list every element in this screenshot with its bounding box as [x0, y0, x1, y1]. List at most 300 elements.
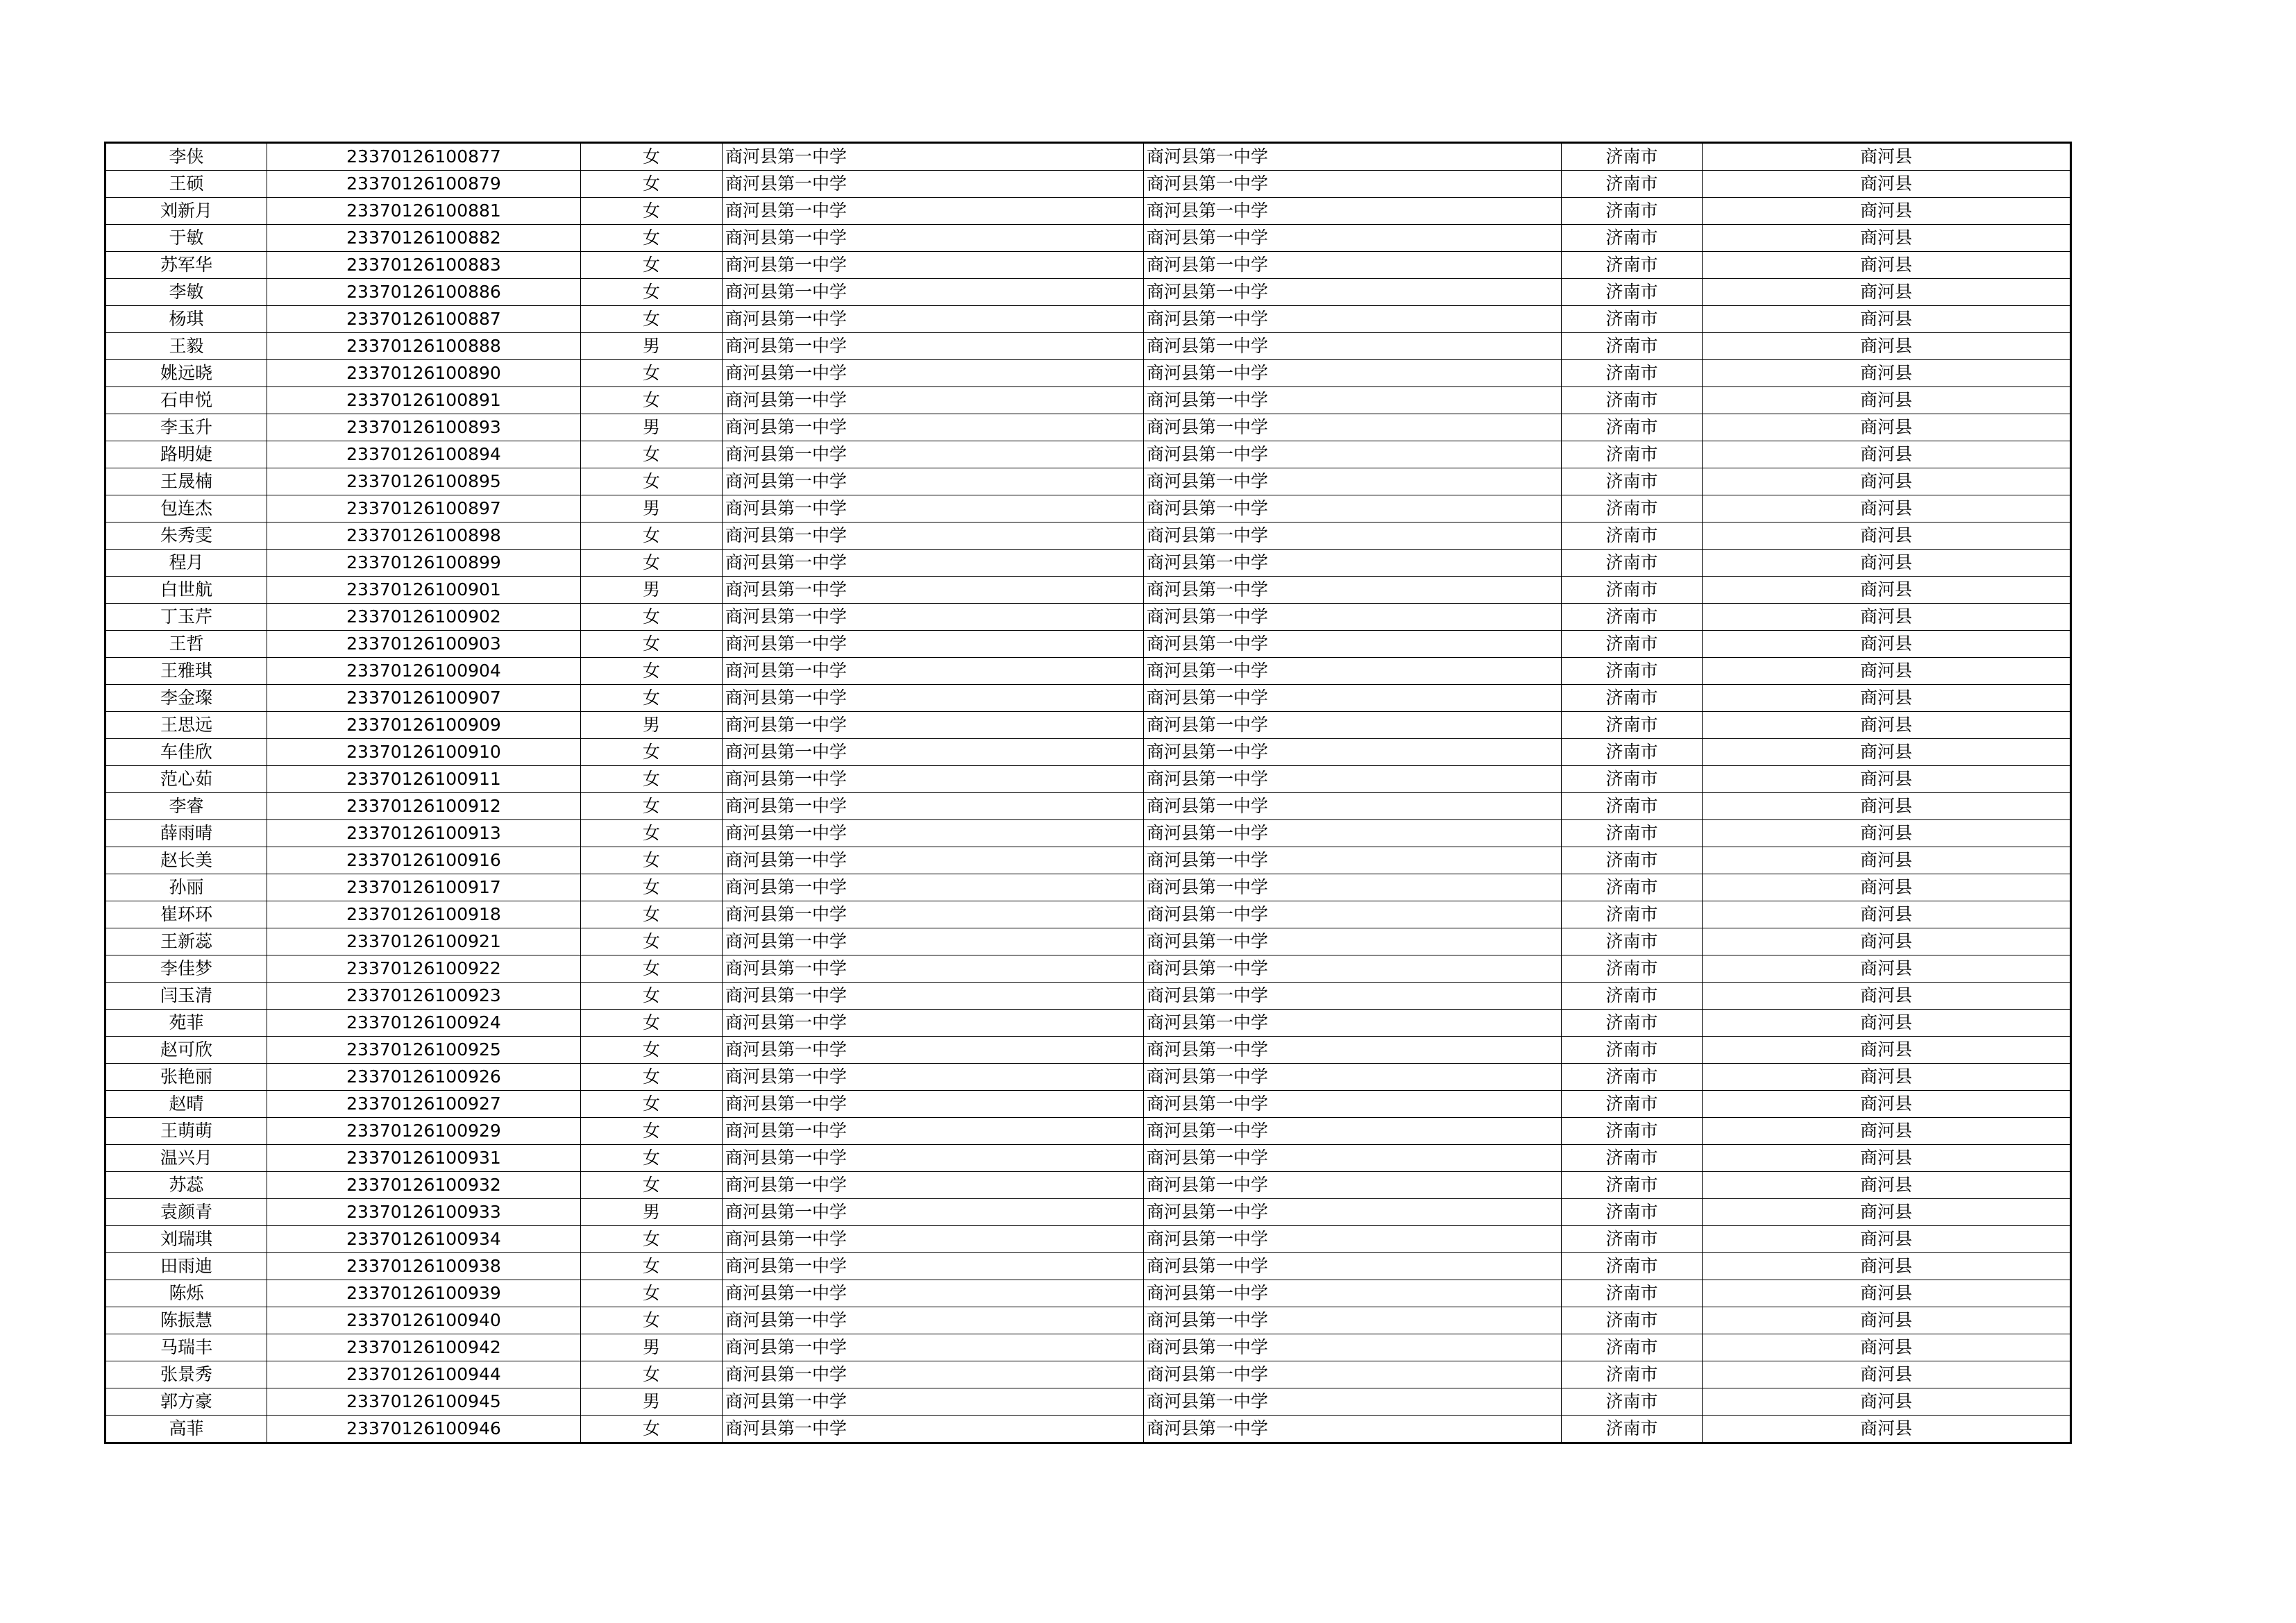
gender-cell: 女 — [581, 441, 723, 468]
county-cell: 商河县 — [1703, 441, 2071, 468]
table-row — [105, 1037, 2071, 1064]
exam-school-cell: 商河县第一中学 — [1144, 171, 1562, 198]
exam-school-cell: 商河县第一中学 — [1144, 225, 1562, 252]
student-name-cell: 郭方豪 — [105, 1388, 267, 1416]
exam-number-cell: 23370126100901 — [267, 577, 581, 604]
gender-cell: 女 — [581, 360, 723, 387]
city-cell: 济南市 — [1562, 604, 1703, 631]
student-name-cell: 刘新月 — [105, 198, 267, 225]
school-cell: 商河县第一中学 — [723, 441, 1144, 468]
table-row — [105, 252, 2071, 279]
exam-school-cell: 商河县第一中学 — [1144, 1307, 1562, 1334]
school-cell: 商河县第一中学 — [723, 658, 1144, 685]
student-name-cell: 石申悦 — [105, 387, 267, 414]
county-cell: 商河县 — [1703, 387, 2071, 414]
table-row — [105, 522, 2071, 550]
school-cell: 商河县第一中学 — [723, 225, 1144, 252]
school-cell: 商河县第一中学 — [723, 874, 1144, 901]
student-name-cell: 李敏 — [105, 279, 267, 306]
gender-cell: 女 — [581, 143, 723, 171]
table-row — [105, 685, 2071, 712]
student-name-cell: 赵可欣 — [105, 1037, 267, 1064]
city-cell: 济南市 — [1562, 631, 1703, 658]
exam-number-cell: 23370126100911 — [267, 766, 581, 793]
exam-school-cell: 商河县第一中学 — [1144, 387, 1562, 414]
city-cell: 济南市 — [1562, 252, 1703, 279]
exam-school-cell: 商河县第一中学 — [1144, 1172, 1562, 1199]
exam-number-cell: 23370126100907 — [267, 685, 581, 712]
gender-cell: 女 — [581, 874, 723, 901]
school-cell: 商河县第一中学 — [723, 1091, 1144, 1118]
gender-cell: 男 — [581, 1199, 723, 1226]
county-cell: 商河县 — [1703, 874, 2071, 901]
student-name-cell: 丁玉芹 — [105, 604, 267, 631]
table-row — [105, 1064, 2071, 1091]
city-cell: 济南市 — [1562, 1118, 1703, 1145]
exam-school-cell: 商河县第一中学 — [1144, 874, 1562, 901]
city-cell: 济南市 — [1562, 739, 1703, 766]
school-cell: 商河县第一中学 — [723, 604, 1144, 631]
gender-cell: 女 — [581, 766, 723, 793]
county-cell: 商河县 — [1703, 847, 2071, 874]
exam-school-cell: 商河县第一中学 — [1144, 1037, 1562, 1064]
table-row — [105, 955, 2071, 983]
city-cell: 济南市 — [1562, 522, 1703, 550]
gender-cell: 女 — [581, 1416, 723, 1443]
exam-number-cell: 23370126100895 — [267, 468, 581, 495]
student-name-cell: 包连杰 — [105, 495, 267, 522]
county-cell: 商河县 — [1703, 522, 2071, 550]
table-row — [105, 1118, 2071, 1145]
school-cell: 商河县第一中学 — [723, 577, 1144, 604]
table-row — [105, 414, 2071, 441]
city-cell: 济南市 — [1562, 1280, 1703, 1307]
table-row — [105, 1361, 2071, 1388]
exam-school-cell: 商河县第一中学 — [1144, 279, 1562, 306]
gender-cell: 女 — [581, 1307, 723, 1334]
exam-number-cell: 23370126100879 — [267, 171, 581, 198]
exam-school-cell: 商河县第一中学 — [1144, 820, 1562, 847]
gender-cell: 女 — [581, 1145, 723, 1172]
exam-school-cell: 商河县第一中学 — [1144, 1334, 1562, 1361]
gender-cell: 女 — [581, 225, 723, 252]
table-row — [105, 306, 2071, 333]
city-cell: 济南市 — [1562, 1361, 1703, 1388]
gender-cell: 男 — [581, 1334, 723, 1361]
student-name-cell: 李佳梦 — [105, 955, 267, 983]
gender-cell: 女 — [581, 820, 723, 847]
county-cell: 商河县 — [1703, 820, 2071, 847]
table-row — [105, 1280, 2071, 1307]
exam-number-cell: 23370126100922 — [267, 955, 581, 983]
county-cell: 商河县 — [1703, 143, 2071, 171]
exam-number-cell: 23370126100925 — [267, 1037, 581, 1064]
gender-cell: 女 — [581, 468, 723, 495]
county-cell: 商河县 — [1703, 604, 2071, 631]
exam-number-cell: 23370126100887 — [267, 306, 581, 333]
school-cell: 商河县第一中学 — [723, 712, 1144, 739]
county-cell: 商河县 — [1703, 1416, 2071, 1443]
table-row — [105, 360, 2071, 387]
exam-school-cell: 商河县第一中学 — [1144, 793, 1562, 820]
student-name-cell: 车佳欣 — [105, 739, 267, 766]
county-cell: 商河县 — [1703, 252, 2071, 279]
table-row — [105, 604, 2071, 631]
county-cell: 商河县 — [1703, 1145, 2071, 1172]
gender-cell: 女 — [581, 387, 723, 414]
city-cell: 济南市 — [1562, 333, 1703, 360]
city-cell: 济南市 — [1562, 820, 1703, 847]
table-row — [105, 279, 2071, 306]
student-name-cell: 苑菲 — [105, 1010, 267, 1037]
table-row — [105, 1416, 2071, 1443]
exam-number-cell: 23370126100942 — [267, 1334, 581, 1361]
school-cell: 商河县第一中学 — [723, 522, 1144, 550]
school-cell: 商河县第一中学 — [723, 928, 1144, 955]
gender-cell: 女 — [581, 685, 723, 712]
school-cell: 商河县第一中学 — [723, 1118, 1144, 1145]
gender-cell: 女 — [581, 604, 723, 631]
table-row — [105, 874, 2071, 901]
city-cell: 济南市 — [1562, 901, 1703, 928]
exam-number-cell: 23370126100890 — [267, 360, 581, 387]
student-name-cell: 程月 — [105, 550, 267, 577]
exam-school-cell: 商河县第一中学 — [1144, 1361, 1562, 1388]
student-name-cell: 王新蕊 — [105, 928, 267, 955]
city-cell: 济南市 — [1562, 171, 1703, 198]
school-cell: 商河县第一中学 — [723, 1253, 1144, 1280]
table-row — [105, 577, 2071, 604]
table-row — [105, 1172, 2071, 1199]
county-cell: 商河县 — [1703, 279, 2071, 306]
county-cell: 商河县 — [1703, 468, 2071, 495]
exam-school-cell: 商河县第一中学 — [1144, 1145, 1562, 1172]
city-cell: 济南市 — [1562, 198, 1703, 225]
city-cell: 济南市 — [1562, 1199, 1703, 1226]
city-cell: 济南市 — [1562, 441, 1703, 468]
gender-cell: 女 — [581, 198, 723, 225]
exam-number-cell: 23370126100932 — [267, 1172, 581, 1199]
student-name-cell: 田雨迪 — [105, 1253, 267, 1280]
county-cell: 商河县 — [1703, 1118, 2071, 1145]
exam-school-cell: 商河县第一中学 — [1144, 1416, 1562, 1443]
county-cell: 商河县 — [1703, 225, 2071, 252]
county-cell: 商河县 — [1703, 1010, 2071, 1037]
student-name-cell: 温兴月 — [105, 1145, 267, 1172]
gender-cell: 女 — [581, 171, 723, 198]
city-cell: 济南市 — [1562, 1064, 1703, 1091]
county-cell: 商河县 — [1703, 1172, 2071, 1199]
table-row — [105, 793, 2071, 820]
student-roster-table — [104, 142, 2072, 1444]
exam-school-cell: 商河县第一中学 — [1144, 1388, 1562, 1416]
school-cell: 商河县第一中学 — [723, 793, 1144, 820]
exam-number-cell: 23370126100882 — [267, 225, 581, 252]
gender-cell: 女 — [581, 1280, 723, 1307]
exam-school-cell: 商河县第一中学 — [1144, 631, 1562, 658]
exam-school-cell: 商河县第一中学 — [1144, 847, 1562, 874]
gender-cell: 女 — [581, 1361, 723, 1388]
exam-number-cell: 23370126100946 — [267, 1416, 581, 1443]
city-cell: 济南市 — [1562, 793, 1703, 820]
county-cell: 商河县 — [1703, 631, 2071, 658]
school-cell: 商河县第一中学 — [723, 1388, 1144, 1416]
table-row — [105, 387, 2071, 414]
school-cell: 商河县第一中学 — [723, 360, 1144, 387]
county-cell: 商河县 — [1703, 1064, 2071, 1091]
gender-cell: 女 — [581, 1091, 723, 1118]
exam-school-cell: 商河县第一中学 — [1144, 550, 1562, 577]
table-row — [105, 1226, 2071, 1253]
exam-school-cell: 商河县第一中学 — [1144, 468, 1562, 495]
school-cell: 商河县第一中学 — [723, 685, 1144, 712]
table-row — [105, 198, 2071, 225]
gender-cell: 女 — [581, 739, 723, 766]
student-name-cell: 李侠 — [105, 143, 267, 171]
county-cell: 商河县 — [1703, 1253, 2071, 1280]
gender-cell: 女 — [581, 279, 723, 306]
gender-cell: 女 — [581, 793, 723, 820]
exam-number-cell: 23370126100938 — [267, 1253, 581, 1280]
city-cell: 济南市 — [1562, 1388, 1703, 1416]
school-cell: 商河县第一中学 — [723, 387, 1144, 414]
exam-number-cell: 23370126100881 — [267, 198, 581, 225]
table-row — [105, 1253, 2071, 1280]
city-cell: 济南市 — [1562, 577, 1703, 604]
table-row — [105, 712, 2071, 739]
school-cell: 商河县第一中学 — [723, 1199, 1144, 1226]
city-cell: 济南市 — [1562, 1172, 1703, 1199]
school-cell: 商河县第一中学 — [723, 1416, 1144, 1443]
city-cell: 济南市 — [1562, 955, 1703, 983]
county-cell: 商河县 — [1703, 1361, 2071, 1388]
table-row — [105, 1145, 2071, 1172]
table-row — [105, 1091, 2071, 1118]
exam-school-cell: 商河县第一中学 — [1144, 360, 1562, 387]
exam-number-cell: 23370126100918 — [267, 901, 581, 928]
exam-school-cell: 商河县第一中学 — [1144, 766, 1562, 793]
school-cell: 商河县第一中学 — [723, 1010, 1144, 1037]
exam-school-cell: 商河县第一中学 — [1144, 658, 1562, 685]
gender-cell: 女 — [581, 550, 723, 577]
school-cell: 商河县第一中学 — [723, 1307, 1144, 1334]
school-cell: 商河县第一中学 — [723, 143, 1144, 171]
county-cell: 商河县 — [1703, 198, 2071, 225]
table-row — [105, 1010, 2071, 1037]
gender-cell: 女 — [581, 658, 723, 685]
school-cell: 商河县第一中学 — [723, 1226, 1144, 1253]
student-name-cell: 苏军华 — [105, 252, 267, 279]
exam-school-cell: 商河县第一中学 — [1144, 414, 1562, 441]
county-cell: 商河县 — [1703, 1199, 2071, 1226]
gender-cell: 女 — [581, 1226, 723, 1253]
exam-number-cell: 23370126100944 — [267, 1361, 581, 1388]
school-cell: 商河县第一中学 — [723, 468, 1144, 495]
student-name-cell: 李睿 — [105, 793, 267, 820]
exam-number-cell: 23370126100904 — [267, 658, 581, 685]
student-name-cell: 刘瑞琪 — [105, 1226, 267, 1253]
exam-number-cell: 23370126100924 — [267, 1010, 581, 1037]
exam-school-cell: 商河县第一中学 — [1144, 901, 1562, 928]
student-name-cell: 赵长美 — [105, 847, 267, 874]
city-cell: 济南市 — [1562, 360, 1703, 387]
exam-school-cell: 商河县第一中学 — [1144, 306, 1562, 333]
exam-number-cell: 23370126100899 — [267, 550, 581, 577]
table-row — [105, 1199, 2071, 1226]
exam-school-cell: 商河县第一中学 — [1144, 495, 1562, 522]
school-cell: 商河县第一中学 — [723, 279, 1144, 306]
exam-school-cell: 商河县第一中学 — [1144, 198, 1562, 225]
county-cell: 商河县 — [1703, 928, 2071, 955]
exam-number-cell: 23370126100897 — [267, 495, 581, 522]
student-name-cell: 路明婕 — [105, 441, 267, 468]
exam-school-cell: 商河县第一中学 — [1144, 1280, 1562, 1307]
city-cell: 济南市 — [1562, 279, 1703, 306]
table-row — [105, 1334, 2071, 1361]
exam-number-cell: 23370126100940 — [267, 1307, 581, 1334]
student-name-cell: 薛雨晴 — [105, 820, 267, 847]
county-cell: 商河县 — [1703, 1388, 2071, 1416]
student-name-cell: 王哲 — [105, 631, 267, 658]
table-row — [105, 631, 2071, 658]
exam-school-cell: 商河县第一中学 — [1144, 712, 1562, 739]
city-cell: 济南市 — [1562, 874, 1703, 901]
exam-number-cell: 23370126100921 — [267, 928, 581, 955]
exam-number-cell: 23370126100886 — [267, 279, 581, 306]
table-row — [105, 1388, 2071, 1416]
exam-number-cell: 23370126100909 — [267, 712, 581, 739]
county-cell: 商河县 — [1703, 1226, 2071, 1253]
student-name-cell: 王雅琪 — [105, 658, 267, 685]
school-cell: 商河县第一中学 — [723, 739, 1144, 766]
exam-school-cell: 商河县第一中学 — [1144, 1010, 1562, 1037]
county-cell: 商河县 — [1703, 495, 2071, 522]
table-row — [105, 495, 2071, 522]
city-cell: 济南市 — [1562, 1226, 1703, 1253]
student-name-cell: 袁颜青 — [105, 1199, 267, 1226]
county-cell: 商河县 — [1703, 577, 2071, 604]
exam-number-cell: 23370126100945 — [267, 1388, 581, 1416]
city-cell: 济南市 — [1562, 1416, 1703, 1443]
table-row — [105, 739, 2071, 766]
exam-number-cell: 23370126100903 — [267, 631, 581, 658]
gender-cell: 女 — [581, 252, 723, 279]
exam-number-cell: 23370126100902 — [267, 604, 581, 631]
student-name-cell: 崔环环 — [105, 901, 267, 928]
table-row — [105, 928, 2071, 955]
city-cell: 济南市 — [1562, 1010, 1703, 1037]
exam-school-cell: 商河县第一中学 — [1144, 1253, 1562, 1280]
school-cell: 商河县第一中学 — [723, 983, 1144, 1010]
gender-cell: 女 — [581, 1118, 723, 1145]
exam-school-cell: 商河县第一中学 — [1144, 1226, 1562, 1253]
county-cell: 商河县 — [1703, 766, 2071, 793]
exam-number-cell: 23370126100893 — [267, 414, 581, 441]
student-name-cell: 于敏 — [105, 225, 267, 252]
gender-cell: 女 — [581, 306, 723, 333]
school-cell: 商河县第一中学 — [723, 847, 1144, 874]
exam-school-cell: 商河县第一中学 — [1144, 1064, 1562, 1091]
table-row — [105, 225, 2071, 252]
exam-number-cell: 23370126100894 — [267, 441, 581, 468]
exam-school-cell: 商河县第一中学 — [1144, 955, 1562, 983]
school-cell: 商河县第一中学 — [723, 1172, 1144, 1199]
student-name-cell: 朱秀雯 — [105, 522, 267, 550]
table-row — [105, 1307, 2071, 1334]
school-cell: 商河县第一中学 — [723, 1334, 1144, 1361]
gender-cell: 男 — [581, 495, 723, 522]
student-name-cell: 范心茹 — [105, 766, 267, 793]
student-name-cell: 赵晴 — [105, 1091, 267, 1118]
city-cell: 济南市 — [1562, 306, 1703, 333]
school-cell: 商河县第一中学 — [723, 333, 1144, 360]
exam-number-cell: 23370126100883 — [267, 252, 581, 279]
county-cell: 商河县 — [1703, 739, 2071, 766]
exam-number-cell: 23370126100913 — [267, 820, 581, 847]
county-cell: 商河县 — [1703, 1334, 2071, 1361]
county-cell: 商河县 — [1703, 1091, 2071, 1118]
county-cell: 商河县 — [1703, 1037, 2071, 1064]
school-cell: 商河县第一中学 — [723, 1064, 1144, 1091]
exam-number-cell: 23370126100891 — [267, 387, 581, 414]
student-name-cell: 王晟楠 — [105, 468, 267, 495]
city-cell: 济南市 — [1562, 1307, 1703, 1334]
gender-cell: 男 — [581, 712, 723, 739]
student-name-cell: 张景秀 — [105, 1361, 267, 1388]
county-cell: 商河县 — [1703, 1280, 2071, 1307]
exam-number-cell: 23370126100929 — [267, 1118, 581, 1145]
city-cell: 济南市 — [1562, 983, 1703, 1010]
school-cell: 商河县第一中学 — [723, 631, 1144, 658]
student-name-cell: 苏蕊 — [105, 1172, 267, 1199]
table-row — [105, 468, 2071, 495]
county-cell: 商河县 — [1703, 414, 2071, 441]
school-cell: 商河县第一中学 — [723, 252, 1144, 279]
exam-school-cell: 商河县第一中学 — [1144, 522, 1562, 550]
exam-number-cell: 23370126100912 — [267, 793, 581, 820]
city-cell: 济南市 — [1562, 387, 1703, 414]
county-cell: 商河县 — [1703, 171, 2071, 198]
exam-number-cell: 23370126100888 — [267, 333, 581, 360]
city-cell: 济南市 — [1562, 1145, 1703, 1172]
student-name-cell: 王萌萌 — [105, 1118, 267, 1145]
student-name-cell: 王硕 — [105, 171, 267, 198]
exam-number-cell: 23370126100927 — [267, 1091, 581, 1118]
exam-number-cell: 23370126100877 — [267, 143, 581, 171]
city-cell: 济南市 — [1562, 495, 1703, 522]
county-cell: 商河县 — [1703, 712, 2071, 739]
student-name-cell: 陈振慧 — [105, 1307, 267, 1334]
city-cell: 济南市 — [1562, 550, 1703, 577]
county-cell: 商河县 — [1703, 901, 2071, 928]
school-cell: 商河县第一中学 — [723, 198, 1144, 225]
county-cell: 商河县 — [1703, 306, 2071, 333]
city-cell: 济南市 — [1562, 1253, 1703, 1280]
school-cell: 商河县第一中学 — [723, 1037, 1144, 1064]
city-cell: 济南市 — [1562, 1037, 1703, 1064]
school-cell: 商河县第一中学 — [723, 306, 1144, 333]
county-cell: 商河县 — [1703, 360, 2071, 387]
student-name-cell: 陈烁 — [105, 1280, 267, 1307]
city-cell: 济南市 — [1562, 847, 1703, 874]
exam-number-cell: 23370126100898 — [267, 522, 581, 550]
gender-cell: 男 — [581, 577, 723, 604]
school-cell: 商河县第一中学 — [723, 1145, 1144, 1172]
county-cell: 商河县 — [1703, 685, 2071, 712]
exam-number-cell: 23370126100931 — [267, 1145, 581, 1172]
city-cell: 济南市 — [1562, 712, 1703, 739]
school-cell: 商河县第一中学 — [723, 901, 1144, 928]
